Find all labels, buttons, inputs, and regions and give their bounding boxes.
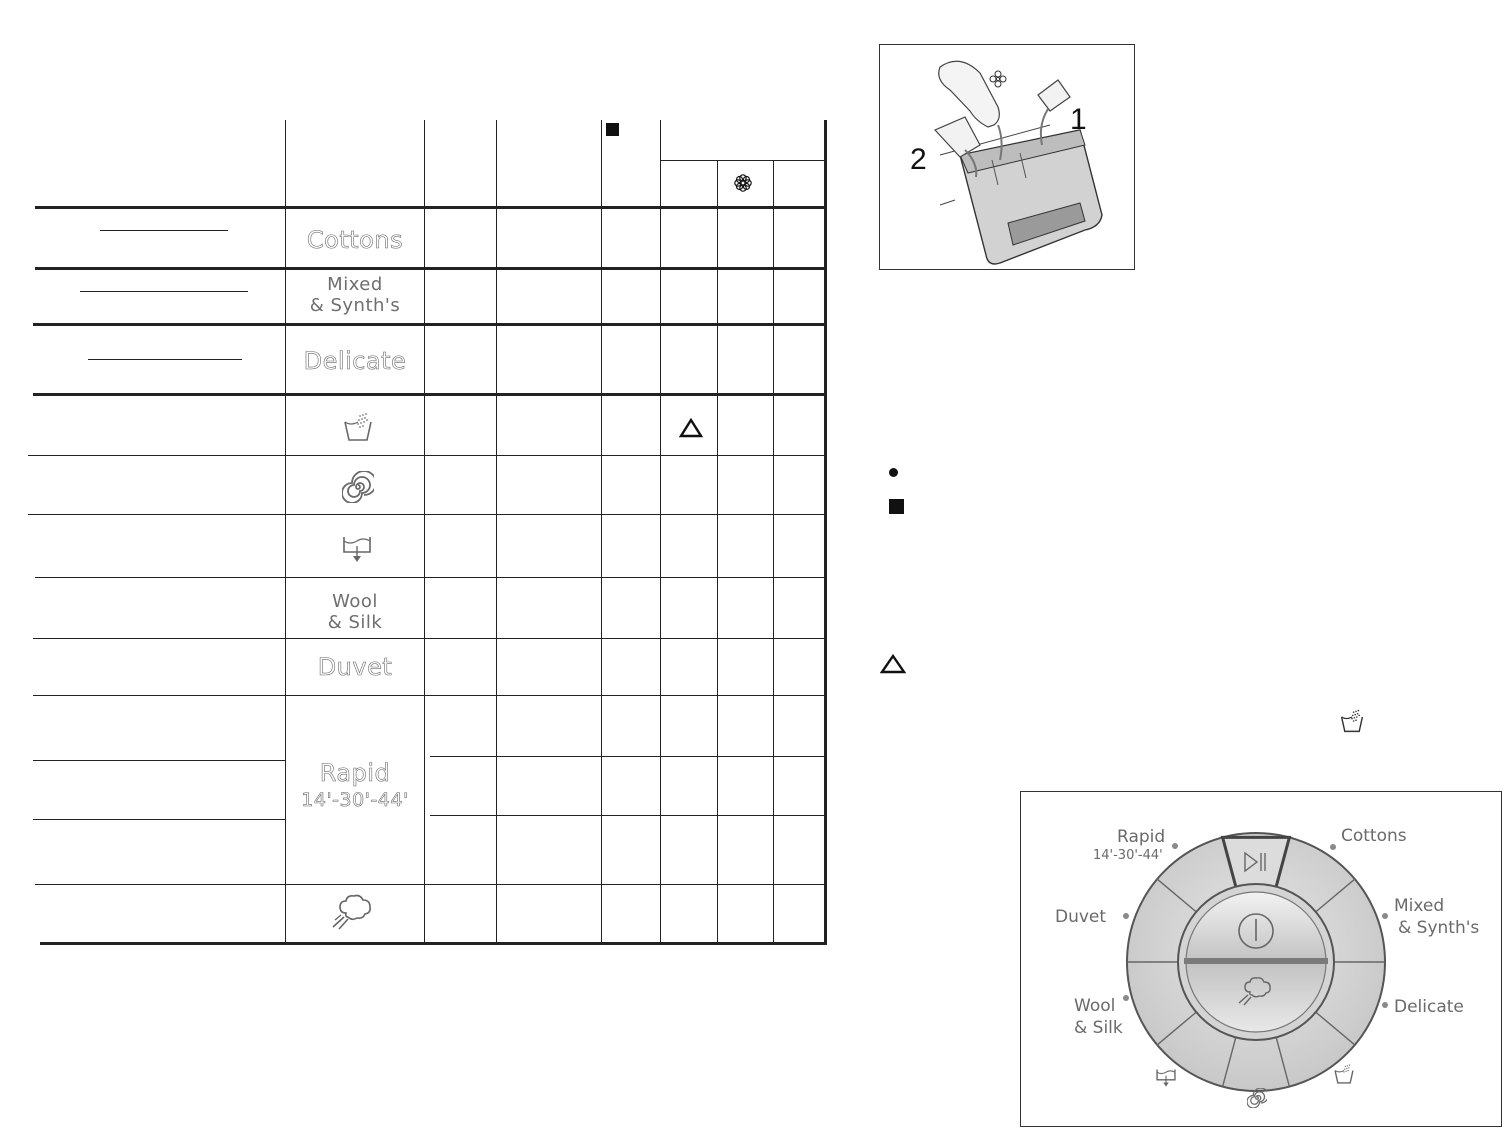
blank-line xyxy=(100,230,228,231)
table-hline xyxy=(35,577,825,578)
drain-icon xyxy=(341,532,373,564)
table-vline xyxy=(660,120,661,945)
table-vline xyxy=(717,160,718,945)
rinse-icon xyxy=(1333,1063,1355,1085)
program-label-line: Wool xyxy=(332,591,378,612)
spin-icon xyxy=(1247,1088,1267,1108)
table-hline xyxy=(33,638,825,639)
dial-label-wool xyxy=(1074,995,1123,1039)
program-dial-panel xyxy=(1020,791,1502,1127)
flower-icon xyxy=(733,173,753,193)
dial-indicator-dot xyxy=(1382,1002,1388,1008)
compartment-1-label: 1 xyxy=(1070,103,1087,136)
dial-indicator-dot xyxy=(1382,913,1388,919)
dial-label-line: Rapid xyxy=(1117,827,1166,847)
dial-indicator-dot xyxy=(1123,913,1129,919)
program-cottons: Cottons xyxy=(306,226,404,254)
table-bottom-border xyxy=(40,942,827,945)
program-label-line: & Silk xyxy=(327,612,383,633)
dial-label-rapid-times: 14'-30'-44' xyxy=(1093,848,1163,863)
rinse-icon xyxy=(1339,709,1365,733)
program-mixed-synthetics xyxy=(286,274,424,316)
table-hline xyxy=(33,819,285,820)
table-hline xyxy=(35,884,825,885)
dial-label-cottons: Cottons xyxy=(1341,826,1407,846)
program-label-line: Mixed xyxy=(327,274,383,295)
table-vline xyxy=(424,120,425,945)
table-hline xyxy=(33,695,825,696)
program-rapid xyxy=(286,759,424,811)
dial-indicator-dot xyxy=(1330,844,1336,850)
table-vline xyxy=(601,120,602,945)
detergent-dispenser-illustration xyxy=(879,44,1135,270)
dial-indicator-dot xyxy=(1123,995,1129,1001)
dial-label-delicate: Delicate xyxy=(1394,997,1464,1017)
steam-icon xyxy=(330,893,376,931)
triangle-icon xyxy=(679,418,703,438)
dial-label-line: Mixed xyxy=(1394,896,1445,916)
dial-label-line: & Synth's xyxy=(1398,918,1480,938)
program-label-line: 14'-30'-44' xyxy=(301,789,409,811)
table-hline xyxy=(33,760,285,761)
dial-indicator-dot xyxy=(1172,843,1178,849)
triangle-icon xyxy=(880,654,906,674)
bullet-dot-icon xyxy=(889,468,898,477)
table-hline xyxy=(28,514,825,515)
program-label-line: Rapid xyxy=(319,759,391,787)
table-hline xyxy=(35,206,827,209)
dispenser-drawing xyxy=(880,45,1134,269)
program-delicate: Delicate xyxy=(303,347,407,375)
table-hline xyxy=(28,455,825,456)
program-duvet: Duvet xyxy=(317,653,393,681)
spin-icon xyxy=(342,471,374,503)
table-hline xyxy=(430,815,825,816)
table-hline xyxy=(660,160,826,161)
table-vline xyxy=(773,160,774,945)
filled-square-icon xyxy=(889,499,904,514)
drain-icon xyxy=(1155,1066,1177,1088)
compartment-2-label: 2 xyxy=(910,143,927,176)
program-wool-silk xyxy=(286,591,424,633)
program-label-line: & Synth's xyxy=(309,295,401,316)
blank-line xyxy=(80,291,248,292)
program-dial xyxy=(1125,831,1387,1093)
table-hline xyxy=(35,267,827,270)
rinse-icon xyxy=(342,412,374,442)
table-right-border xyxy=(824,120,827,945)
table-hline xyxy=(33,323,827,326)
dial-label-line: Wool xyxy=(1074,996,1116,1016)
table-vline xyxy=(496,120,497,945)
filled-square-icon xyxy=(606,123,619,136)
blank-line xyxy=(88,359,242,360)
table-hline xyxy=(33,393,827,396)
dial-label-line: & Silk xyxy=(1074,1018,1123,1038)
dial-label-duvet: Duvet xyxy=(1055,907,1107,927)
table-hline xyxy=(430,756,825,757)
dial-label-mixed xyxy=(1394,895,1479,939)
